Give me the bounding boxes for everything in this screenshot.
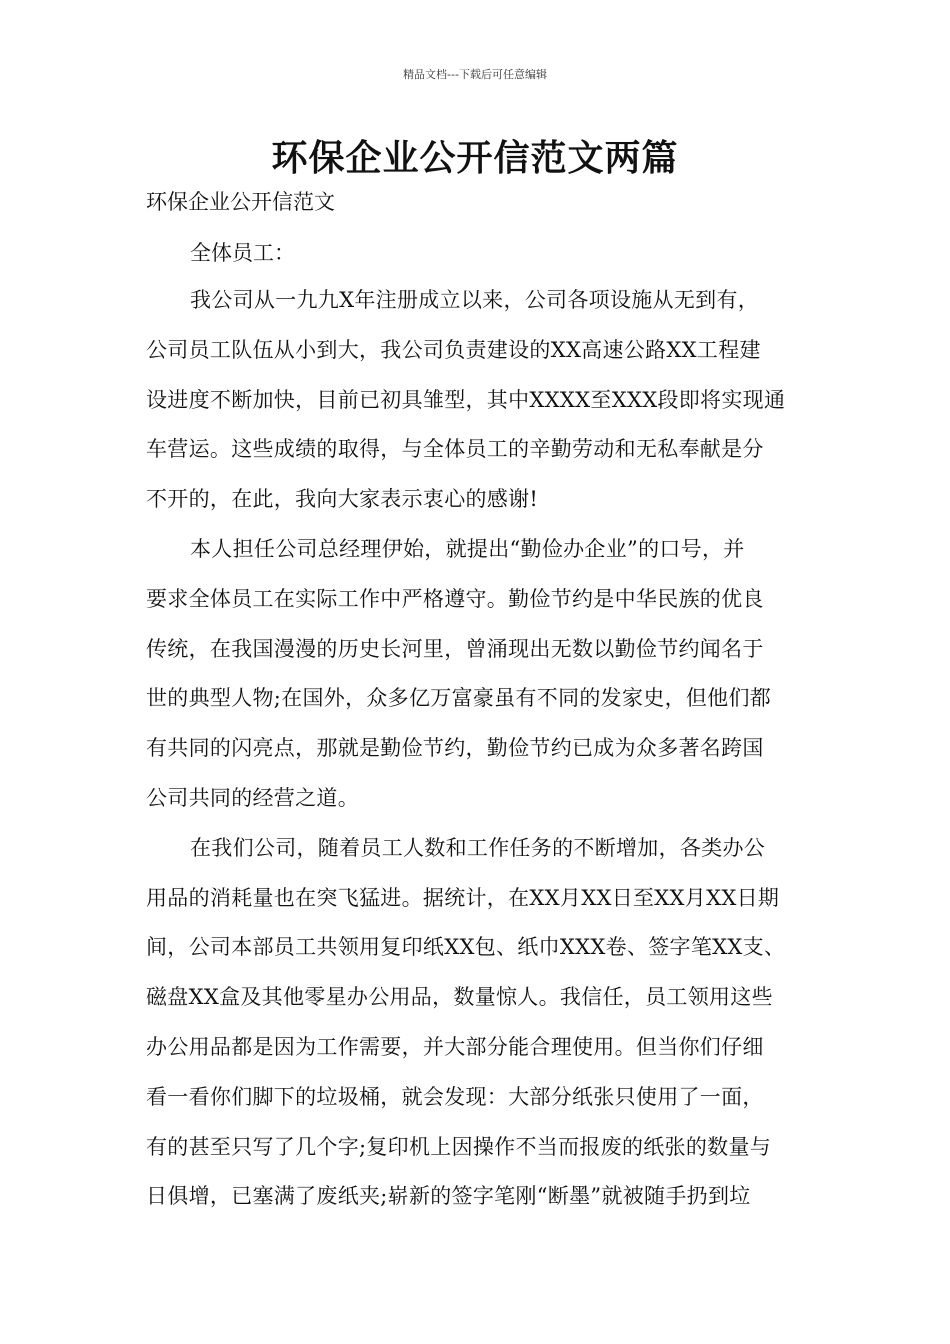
body-line: 公司共同的经营之道。 [146,785,359,810]
body-line: 日俱增，已塞满了废纸夹;崭新的签字笔刚“断墨”就被随手扔到垃 [146,1184,751,1209]
document-subtitle: 环保企业公开信范文 [146,190,335,214]
header-note: 精品文档---下载后可任意编辑 [403,68,547,81]
body-line: 有的甚至只写了几个字;复印机上因操作不当而报废的纸张的数量与 [146,1134,772,1159]
body-line: 设进度不断加快，目前已初具雏型，其中XXXX至XXX段即将实现通 [146,387,786,412]
body-line: 传统，在我国漫漫的历史长河里，曾涌现出无数以勤俭节约闻名于 [146,636,764,661]
body-line: 本人担任公司总经理伊始，就提出“勤俭办企业”的口号，并 [190,536,745,561]
letter-body [146,276,836,1222]
document-title: 环保企业公开信范文两篇 [271,138,679,179]
body-line: 不开的，在此，我向大家表示衷心的感谢! [146,487,539,512]
body-line: 车营运。这些成绩的取得，与全体员工的辛勤劳动和无私奉献是分 [146,437,764,462]
body-line: 磁盘XX盒及其他零星办公用品，数量惊人。我信任，员工领用这些 [146,985,773,1010]
body-line: 用品的消耗量也在突飞猛进。据统计，在XX月XX日至XX月XX日期 [146,885,780,910]
body-line: 世的典型人物;在国外，众多亿万富豪虽有不同的发家史，但他们都 [146,686,772,711]
body-line: 我公司从一九九X年注册成立以来，公司各项设施从无到有， [190,288,760,312]
body-line: 公司员工队伍从小到大，我公司负责建设的XX高速公路XX工程建 [146,337,761,362]
body-line: 间，公司本部员工共领用复印纸XX包、纸巾XXX卷、签字笔XX支、 [146,935,786,960]
body-line: 在我们公司，随着员工人数和工作任务的不断增加，各类办公 [190,835,766,860]
body-line: 看一看你们脚下的垃圾桶，就会发现：大部分纸张只使用了一面， [146,1084,764,1109]
body-line: 有共同的闪亮点，那就是勤俭节约，勤俭节约已成为众多著名跨国 [146,736,764,761]
body-line: 要求全体员工在实际工作中严格遵守。勤俭节约是中华民族的优良 [146,586,764,611]
body-line: 办公用品都是因为工作需要，并大部分能合理使用。但当你们仔细 [146,1034,764,1059]
letter-salutation: 全体员工： [190,241,295,265]
